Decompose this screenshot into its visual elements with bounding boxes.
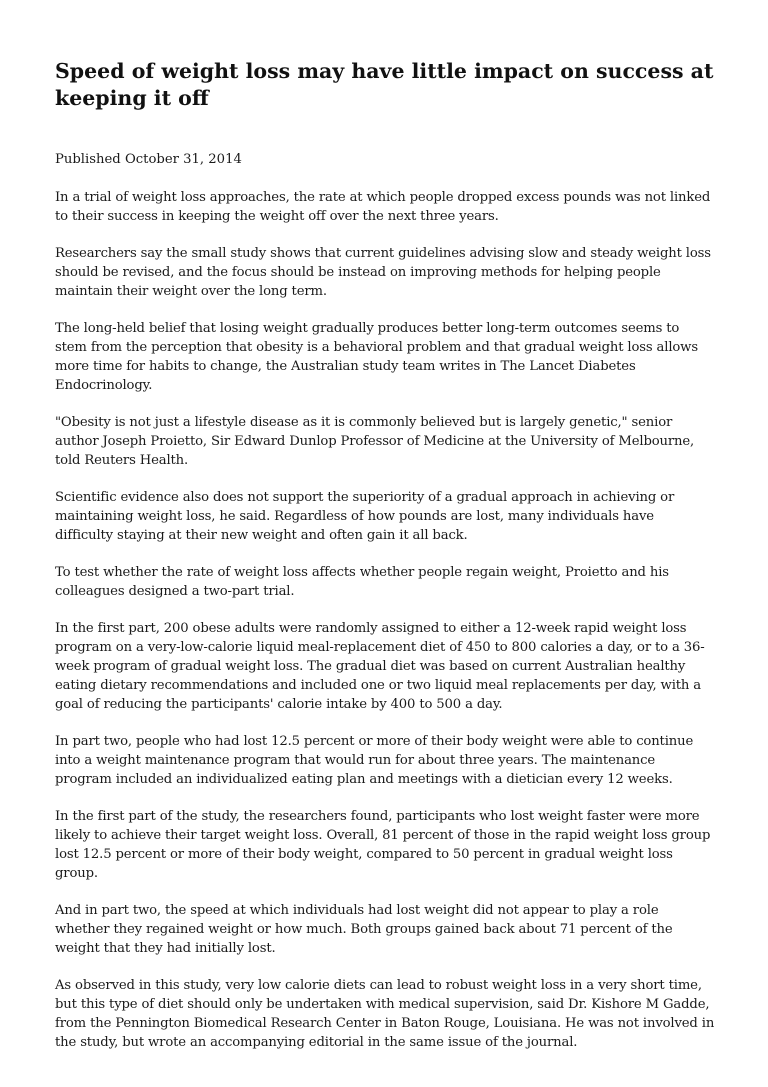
- article-paragraph: As observed in this study, very low calorie diets can lead to robust weight loss in a very short time, but this type of diet should only be undertaken with medical supervision, said Dr. Kishore M Gadde, from the Pennington Biomedical Research Center in Baton Rouge, Louisiana. He was not involved in the study, but wrote an accompanying editorial in the same issue of the journal.: [55, 978, 715, 1050]
- article-paragraph: And in part two, the speed at which individuals had lost weight did not appear to play a role whether they regained weight or how much. Both groups gained back about 71 percent of the weight that they had initially lost.: [55, 903, 673, 956]
- article-paragraph: In a trial of weight loss approaches, the rate at which people dropped excess pounds was not linked to their success in keeping the weight off over the next three years.: [55, 190, 711, 224]
- article-title: Speed of weight loss may have little impact on success at keeping it off: [55, 59, 714, 110]
- article-paragraph: In the first part of the study, the researchers found, participants who lost weight faster were more likely to achieve their target weight loss. Overall, 81 percent of those in the rapid weight loss group lost 12.5 percent or more of their body weight, compared to 50 percent in gradual weight loss group.: [55, 809, 711, 881]
- article-paragraph: To test whether the rate of weight loss affects whether people regain weight, Proietto and his colleagues designed a two-part trial.: [55, 565, 669, 599]
- published-date: Published October 31, 2014: [55, 152, 242, 167]
- article-paragraph: In part two, people who had lost 12.5 percent or more of their body weight were able to continue into a weight maintenance program that would run for about three years. The maintenance program included an individualized eating plan and meetings with a dietician every 12 weeks.: [55, 734, 694, 787]
- article-paragraph: The long-held belief that losing weight gradually produces better long-term outcomes seems to stem from the perception that obesity is a behavioral problem and that gradual weight loss allows more time for habits to change, the Australian study team writes in The Lancet Diabetes Endocrinology.: [55, 321, 698, 393]
- article-paragraph: "Obesity is not just a lifestyle disease as it is commonly believed but is largely genetic," senior author Joseph Proietto, Sir Edward Dunlop Professor of Medicine at the University of Melbourne, told Reuters Health.: [55, 415, 695, 468]
- article-paragraph: Researchers say the small study shows that current guidelines advising slow and steady weight loss should be revised, and the focus should be instead on improving methods for helping people maintain their weight over the long term.: [55, 246, 711, 299]
- article-paragraph: In the first part, 200 obese adults were randomly assigned to either a 12-week rapid weight loss program on a very-low-calorie liquid meal-replacement diet of 450 to 800 calories a day, or to a 36-week program of gradual weight loss. The gradual diet was based on current Australian healthy eating dietary recommendations and included one or two liquid meal replacements per day, with a goal of reducing the participants' calorie intake by 400 to 500 a day.: [55, 621, 705, 712]
- article-paragraph: Scientific evidence also does not support the superiority of a gradual approach in achieving or maintaining weight loss, he said. Regardless of how pounds are lost, many individuals have difficulty staying at their new weight and often gain it all back.: [55, 490, 675, 543]
- article-page: [55, 58, 715, 1052]
